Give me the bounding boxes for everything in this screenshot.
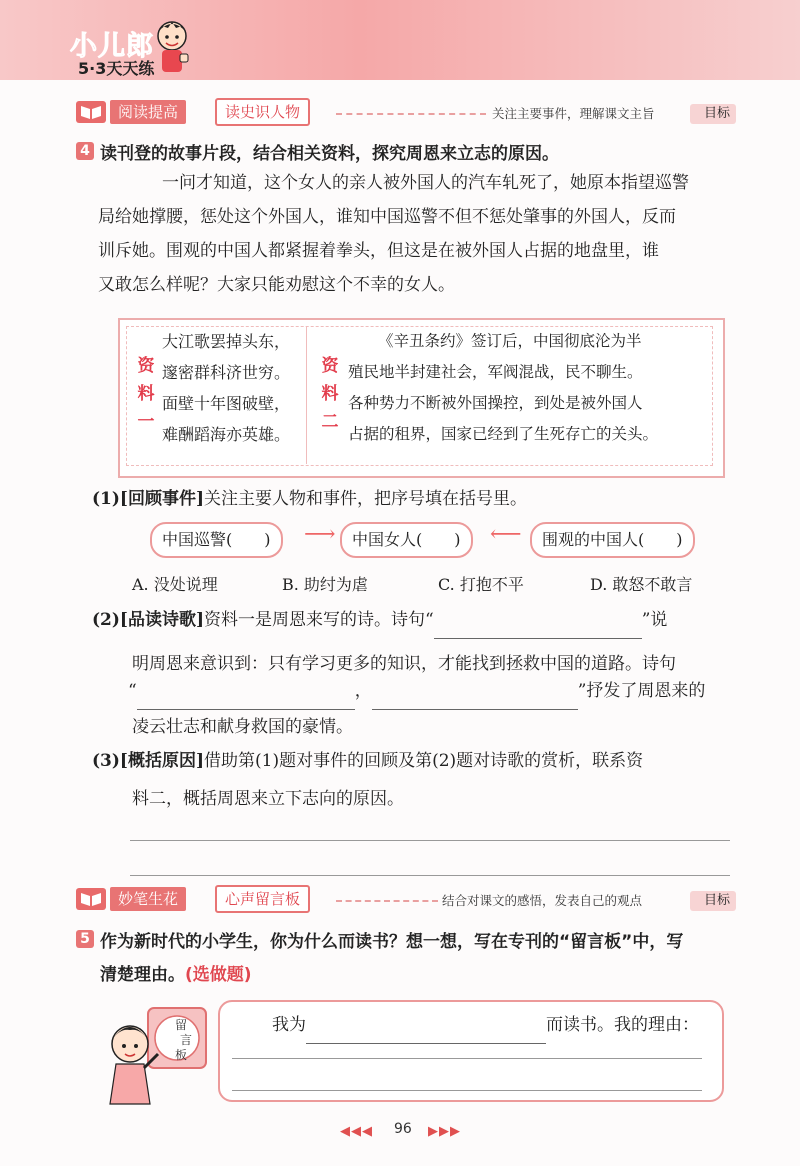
next-page-icon: ▶▶▶ [428,1124,461,1139]
material2-line: 殖民地半封建社会，军阀混战，民不聊生。 [348,363,643,381]
material2-line: 占据的租界，国家已经到了生死存亡的关头。 [348,425,659,443]
passage-line: 一问才知道，这个女人的亲人被外国人的汽车轧死了，她原本指望巡警 [162,173,689,193]
subquestion-3-line2: 料二，概括周恩来立下志向的原因。 [132,789,404,809]
section-sublabel: 读史识人物 [215,98,310,126]
answer-blank[interactable] [372,689,578,710]
goal-tag: 目标 [690,104,736,124]
section-goal: 关注主要事件，理解课文主旨 [492,106,655,121]
question-number: 4 [76,142,94,160]
event-box-woman[interactable]: 中国女人( ) [340,522,473,558]
answer-line[interactable] [232,1058,702,1059]
section-sublabel: 心声留言板 [215,885,310,913]
section-goal: 结合对课文的感悟，发表自己的观点 [442,893,643,908]
question-title-line2: 清楚理由。(选做题) [100,965,252,985]
passage-line: 又敢怎么样呢？大家只能劝慰这个不幸的女人。 [98,275,455,295]
material2-tag: 资 料 二 [321,356,339,432]
answer-blank[interactable] [434,618,642,639]
mascot-icon [152,18,192,76]
poem-line: 难酬蹈海亦英雄。 [162,425,291,444]
arrow-right-icon: ⟶ [304,522,336,547]
page-number: 96 [394,1121,412,1137]
passage-line: 训斥她。围观的中国人都紧握着拳头，但这是在被外国人占据的地盘里，谁 [98,241,659,261]
material2-text [348,326,658,450]
poem-line: 邃密群科济世穷。 [162,363,291,382]
series-title: 5·3天天练 [78,59,155,78]
material2-line: 《辛丑条约》签订后，中国彻底沦为半 [378,332,642,350]
arrow-left-icon: ⟵ [490,522,522,547]
section-label: 阅读提高 [110,100,186,124]
answer-blank[interactable] [137,689,355,710]
message-board-prompt: 我为 而读书。我的理由： [272,1006,699,1044]
subquestion-2-line3: “ ， ”抒发了周恩来的 [128,672,705,710]
event-box-police[interactable]: 中国巡警( ) [150,522,283,558]
story-passage [98,166,738,302]
board-sign: 留 言 板 [174,1018,192,1062]
book-icon [76,101,106,123]
answer-line[interactable] [232,1090,702,1091]
question-number: 5 [76,930,94,948]
event-box-crowd[interactable]: 围观的中国人( ) [530,522,695,558]
material1-poem [162,326,290,450]
section-label: 妙笔生花 [110,887,186,911]
answer-blank[interactable] [306,1023,546,1044]
poem-line: 大江歌罢掉头东， [162,332,291,351]
book-icon [76,888,106,910]
subquestion-1: (1)[回顾事件]关注主要人物和事件，把序号填在括号里。 [92,489,528,509]
subquestion-2-line4: 凌云壮志和献身救国的豪情。 [132,717,353,737]
section-divider [336,113,486,115]
goal-tag: 目标 [690,891,736,911]
materials-divider [306,326,307,464]
question-title: 读刊登的故事片段，结合相关资料，探究周恩来立志的原因。 [100,144,559,164]
option-c: C. 打抱不平 [438,575,524,594]
optional-tag: (选做题) [185,965,252,985]
section-divider [336,900,438,902]
answer-line[interactable] [130,875,730,876]
subquestion-2-line2: 明周恩来意识到：只有学习更多的知识，才能找到拯救中国的道路。诗句 [132,654,676,674]
answer-line[interactable] [130,840,730,841]
prev-page-icon: ◀◀◀ [340,1124,373,1139]
question-title: 作为新时代的小学生，你为什么而读书？想一想，写在专刊的“留言板”中，写 [100,932,684,952]
brand-logo: 小儿郎 [70,31,154,62]
material1-tag: 资 料 一 [137,356,155,432]
option-a: A. 没处说理 [132,575,218,594]
option-d: D. 敢怒不敢言 [590,575,693,594]
girl-illustration-icon [96,1004,216,1114]
option-b: B. 助纣为虐 [282,575,368,594]
subquestion-3: (3)[概括原因]借助第(1)题对事件的回顾及第(2)题对诗歌的赏析，联系资 [92,751,644,771]
poem-line: 面壁十年图破壁， [162,394,291,413]
material2-line: 各种势力不断被外国操控，到处是被外国人 [348,394,643,412]
subquestion-2: (2)[品读诗歌]资料一是周恩来写的诗。诗句“ ”说 [92,601,667,639]
passage-line: 局给她撑腰，惩处这个外国人，谁知中国巡警不但不惩处肇事的外国人，反而 [98,207,676,227]
